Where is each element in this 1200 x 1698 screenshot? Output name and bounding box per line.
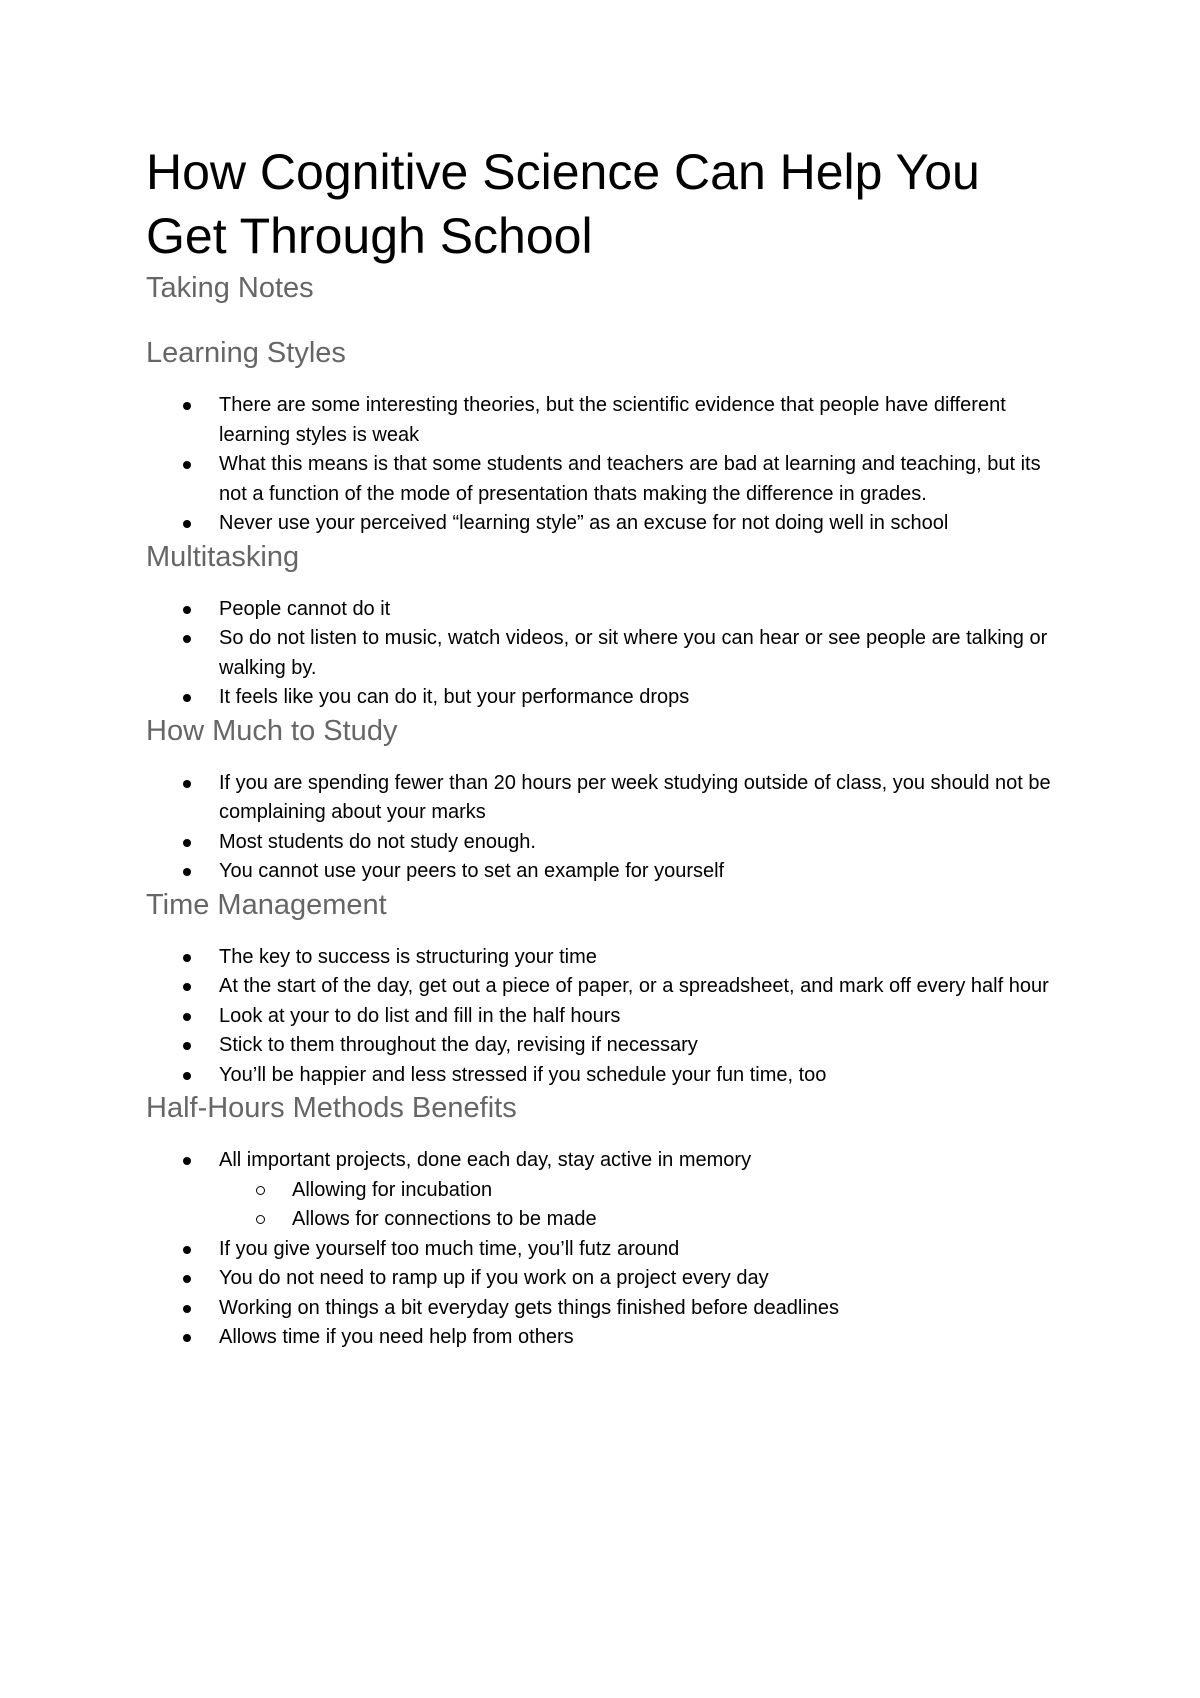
list-item: [146, 1146, 1066, 1235]
section-heading: Multitasking: [146, 540, 300, 573]
bullet-icon: [183, 461, 191, 469]
bullet-icon: [183, 402, 191, 410]
section-half-hours-methods-benefits: [146, 1090, 1066, 1353]
document-page: [146, 140, 1066, 1353]
list-item-text: So do not listen to music, watch videos, or sit where you can hear or see people are talking or walking by.: [219, 627, 1048, 679]
list-item: [146, 509, 1066, 539]
bullet-icon: [183, 1305, 191, 1313]
list-item-text: Allows time if you need help from others: [219, 1326, 574, 1348]
list-item-text: The key to success is structuring your time: [219, 945, 597, 968]
section-learning-styles: [146, 335, 1066, 539]
bullet-icon: [183, 694, 191, 702]
bullet-icon: [183, 1275, 191, 1283]
list-item-text: You do not need to ramp up if you work on a project every day: [219, 1267, 769, 1289]
hollow-bullet-icon: [256, 1215, 265, 1224]
list-item: [146, 1061, 1066, 1091]
bullet-icon: [183, 780, 191, 788]
section-time-management: [146, 887, 1066, 1091]
bullet-icon: [183, 839, 191, 847]
list-item-text: All important projects, done each day, stay active in memory: [219, 1149, 752, 1171]
bullet-list: [146, 943, 1066, 1091]
bullet-icon: [183, 606, 191, 614]
section-heading: Half-Hours Methods Benefits: [146, 1092, 517, 1124]
list-item-text: Most students do not study enough.: [219, 830, 536, 853]
bullet-list: [146, 769, 1066, 887]
document-title: How Cognitive Science Can Help You Get Through School: [146, 144, 980, 264]
hollow-bullet-icon: [256, 1186, 265, 1195]
bullet-icon: [183, 983, 191, 991]
bullet-list: [146, 1146, 1066, 1353]
list-item: [146, 1294, 1066, 1324]
list-item-text: It feels like you can do it, but your performance drops: [219, 686, 690, 708]
list-item: [146, 1323, 1066, 1353]
section-how-much-to-study: [146, 713, 1066, 887]
sub-bullet-list: [219, 1176, 1066, 1235]
list-item: [146, 972, 1066, 1002]
list-item: [146, 1002, 1066, 1032]
bullet-list: [146, 391, 1066, 539]
sub-list-item: [219, 1205, 1066, 1235]
bullet-icon: [183, 868, 191, 876]
list-item: [146, 1031, 1066, 1061]
list-item-text: You cannot use your peers to set an example for yourself: [219, 860, 725, 882]
list-item-text: Never use your perceived “learning style” as an excuse for not doing well in school: [219, 512, 949, 534]
list-item: [146, 1235, 1066, 1265]
list-item: [146, 769, 1066, 828]
sub-list-item-text: Allowing for incubation: [292, 1178, 493, 1201]
bullet-icon: [183, 520, 191, 528]
bullet-icon: [183, 635, 191, 643]
list-item-text: If you are spending fewer than 20 hours per week studying outside of class, you should not be complaining about your marks: [219, 771, 1051, 823]
sub-list-item-text: Allows for connections to be made: [292, 1208, 597, 1230]
sub-list-item: [219, 1176, 1066, 1206]
list-item: [146, 450, 1066, 509]
list-item: [146, 624, 1066, 683]
bullet-icon: [183, 1072, 191, 1080]
document-subtitle: Taking Notes: [146, 272, 314, 304]
list-item-text: People cannot do it: [219, 597, 391, 620]
bullet-icon: [183, 1334, 191, 1342]
list-item-text: At the start of the day, get out a piece of paper, or a spreadsheet, and mark off every half hour: [219, 975, 1049, 997]
section-heading: Learning Styles: [146, 337, 346, 369]
list-item: [146, 943, 1066, 973]
bullet-list: [146, 595, 1066, 713]
list-item-text: There are some interesting theories, but the scientific evidence that people have different learning styles is weak: [219, 394, 1006, 446]
section-multitasking: [146, 539, 1066, 713]
bullet-icon: [183, 954, 191, 962]
list-item-text: Stick to them throughout the day, revising if necessary: [219, 1034, 698, 1056]
list-item-text: You’ll be happier and less stressed if you schedule your fun time, too: [219, 1063, 827, 1086]
list-item: [146, 857, 1066, 887]
section-heading: Time Management: [146, 888, 387, 921]
bullet-icon: [183, 1013, 191, 1021]
list-item: [146, 1264, 1066, 1294]
list-item: [146, 828, 1066, 858]
list-item: [146, 595, 1066, 625]
section-heading: How Much to Study: [146, 714, 398, 747]
list-item: [146, 683, 1066, 713]
bullet-icon: [183, 1246, 191, 1254]
list-item-text: Look at your to do list and fill in the half hours: [219, 1004, 621, 1027]
list-item-text: Working on things a bit everyday gets things finished before deadlines: [219, 1296, 840, 1319]
bullet-icon: [183, 1157, 191, 1165]
bullet-icon: [183, 1042, 191, 1050]
list-item-text: If you give yourself too much time, you’ll futz around: [219, 1237, 680, 1260]
list-item: [146, 391, 1066, 450]
list-item-text: What this means is that some students and teachers are bad at learning and teaching, but its not a function of the mode of presentation thats making the difference in grades.: [219, 453, 1041, 505]
